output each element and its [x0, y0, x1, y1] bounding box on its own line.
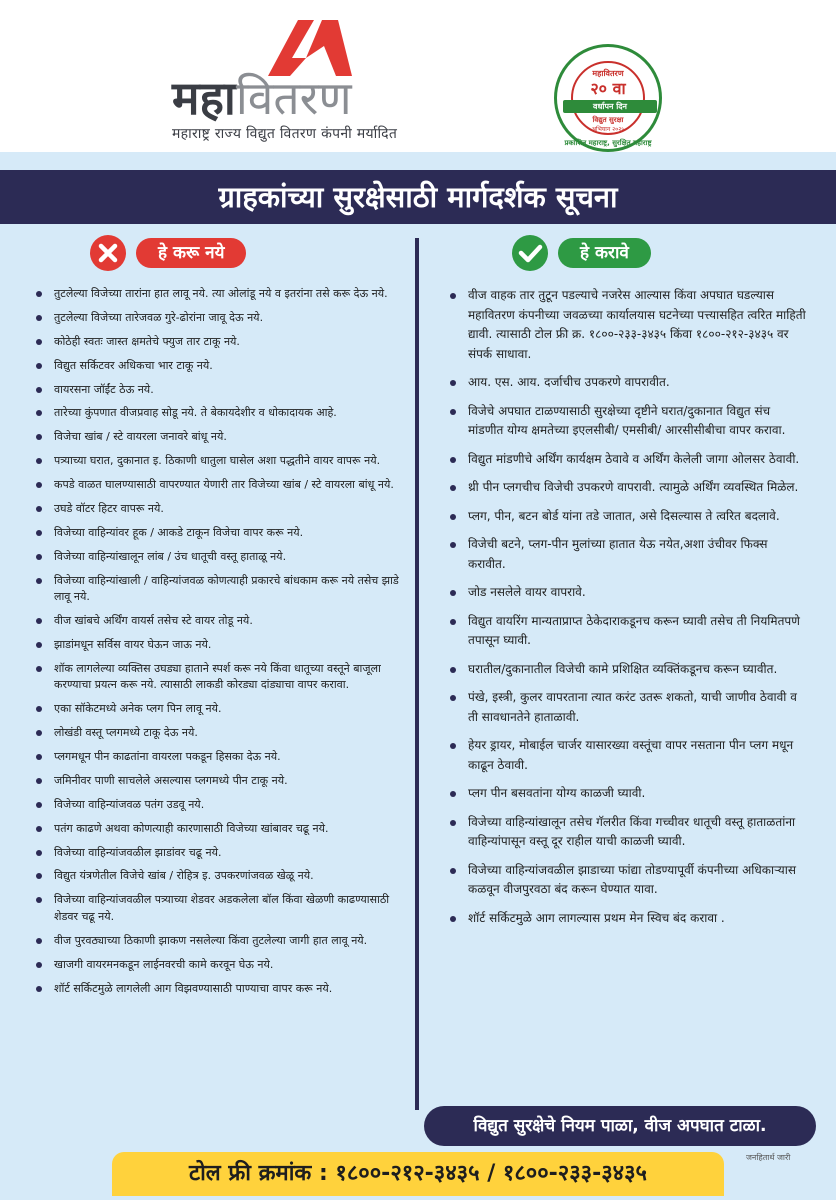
- list-item: लोखंडी वस्तू प्लगमध्ये टाकू देऊ नये.: [34, 725, 404, 742]
- list-item: हेयर ड्रायर, मोबाईल चार्जर यासारख्या वस्तूंचा वापर नसताना पीन प्लग मधून काढून ठेवावी.: [448, 736, 808, 775]
- list-item: तुटलेल्या विजेच्या तारांना हात लावू नये. त्या ओलांडू नये व इतरांना तसे करू देऊ नये.: [34, 286, 404, 303]
- list-item: पत्र्याच्या घरात, दुकानात इ. ठिकाणी धातुला घासेल अशा पद्धतीने वायर वापरू नये.: [34, 453, 404, 470]
- list-item: जमिनीवर पाणी साचलेले असल्यास प्लगमध्ये पीन टाकू नये.: [34, 773, 404, 790]
- cross-icon: [90, 235, 126, 271]
- list-item: वायरसना जॉईंट ठेऊ नये.: [34, 382, 404, 399]
- list-item: विजेच्या वाहिन्यांजवळील झाडांवर चढू नये.: [34, 845, 404, 862]
- public-interest-note: जनहितार्थ जारी: [746, 1153, 791, 1162]
- check-icon: [512, 235, 548, 271]
- list-item: जोड नसलेले वायर वापरावे.: [448, 583, 808, 603]
- list-item: झाडांमधून सर्विस वायर घेऊन जाऊ नये.: [34, 637, 404, 654]
- main-panel: [0, 152, 836, 1200]
- list-item: पतंग काढणे अथवा कोणत्याही कारणासाठी विजेच्या खांबावर चढू नये.: [34, 821, 404, 838]
- badge-inner-ring: [571, 61, 645, 135]
- brand-part1: महा: [172, 71, 236, 125]
- list-item: कपडे वाळत घालण्यासाठी वापरण्यात येणारी तार विजेच्या खांब / स्टे वायरला बांधू नये.: [34, 477, 404, 494]
- list-item: वीज पुरवठ्याच्या ठिकाणी झाकण नसलेल्या किंवा तुटलेल्या जागी हात लावू नये.: [34, 933, 404, 950]
- badge-ribbon: वर्धापन दिन: [563, 100, 657, 113]
- list-item: वीज वाहक तार तुटून पडल्याचे नजरेस आल्यास किंवा अपघात घडल्यास महावितरण कंपनीच्या जवळच्या कार्यालयास घटनेच्या पत्त्यासहित त्वरित माहिती द्यावी. त्यासाठी टोल फ्री क्र. १८००-२३३-३४३५ किंवा १८००-२१२-३४३५ वर संपर्क साधावा.: [448, 286, 808, 364]
- brand-part2: वितरण: [235, 71, 352, 125]
- list-item: विजेच्या वाहिन्यांजवळ पतंग उडवू नये.: [34, 797, 404, 814]
- list-item: पंखे, इस्त्री, कुलर वापरताना त्यात करंट उतरू शकतो, याची जाणीव ठेवावी व ती सावधानतेने हाताळावी.: [448, 688, 808, 727]
- list-item: घरातील/दुकानातील विजेची कामे प्रशिक्षित व्यक्तिंकडूनच करून घ्यावीत.: [448, 660, 808, 680]
- list-item: विजेचा खांब / स्टे वायरला जनावरे बांधू नये.: [34, 429, 404, 446]
- list-item: खाजगी वायरमनकडून लाईनवरची कामे करवून घेऊ नये.: [34, 957, 404, 974]
- list-item: प्लगमधून पीन काढतांना वायरला पकडून हिसका देऊ नये.: [34, 749, 404, 766]
- list-item: विजेच्या वाहिन्यांखालून लांब / उंच धातूची वस्तू हाताळू नये.: [34, 549, 404, 566]
- badge-brand: महावितरण: [592, 69, 624, 78]
- anniversary-badge: [554, 44, 662, 152]
- badge-number: २० वा: [590, 79, 626, 98]
- list-item: शॉक लागलेल्या व्यक्तिस उघड्या हाताने स्पर्श करू नये किंवा धातूच्या वस्तूने बाजूला करण्याचा प्रयत्न करू नये. त्यासाठी लाकडी कोरड्या दांड्याचा वापर करावा.: [34, 661, 404, 694]
- dont-list: [34, 286, 404, 1004]
- do-heading-label: हे करावे: [558, 238, 651, 268]
- badge-line2: अभियान २०२५: [591, 126, 625, 133]
- list-item: शॉर्ट सर्किटमुळे आग लागल्यास प्रथम मेन स्विच बंद करावा .: [448, 909, 808, 929]
- list-item: तारेच्या कुंपणात वीजप्रवाह सोडू नये. ते बेकायदेशीर व धोकादायक आहे.: [34, 405, 404, 422]
- list-item: शॉर्ट सर्किटमुळे लागलेली आग विझवण्यासाठी पाण्याचा वापर करू नये.: [34, 981, 404, 998]
- list-item: आय. एस. आय. दर्जाचीच उपकरणे वापरावीत.: [448, 373, 808, 393]
- safety-motto: विद्युत सुरक्षेचे नियम पाळा, वीज अपघात टाळा.: [424, 1106, 816, 1146]
- list-item: विद्युत वायरिंग मान्यताप्राप्त ठेकेदाराकडूनच करून घ्यावी तसेच ती नियमितपणे तपासून घ्यावी.: [448, 612, 808, 651]
- list-item: विजेची बटने, प्लग-पीन मुलांच्या हातात येऊ नयेत,अशा उंचीवर फिक्स करावीत.: [448, 535, 808, 574]
- list-item: विद्युत यंत्रणेतील विजेचे खांब / रोहित्र इ. उपकरणांजवळ खेळू नये.: [34, 868, 404, 885]
- list-item: थ्री पीन प्लगचीच विजेची उपकरणे वापरावी. त्यामुळे अर्थिंग व्यवस्थित मिळेल.: [448, 478, 808, 498]
- lightning-logo-icon: [262, 18, 358, 78]
- list-item: विजेच्या वाहिन्यांजवळील पत्र्याच्या शेडवर अडकलेला बॉल किंवा खेळणी काढण्यासाठी शेडवर चढू नये.: [34, 892, 404, 925]
- list-item: विद्युत मांडणीचे अर्थिंग कार्यक्षम ठेवावे व अर्थिंग केलेली जागा ओलसर ठेवावी.: [448, 450, 808, 470]
- list-item: उघडे वॉटर हिटर वापरू नये.: [34, 501, 404, 518]
- badge-arc-text: प्रकाशित महाराष्ट्र, सुरक्षित महाराष्ट्र: [564, 139, 652, 147]
- list-item: प्लग पीन बसवतांना योग्य काळजी घ्यावी.: [448, 784, 808, 804]
- list-item: विजेचे अपघात टाळण्यासाठी सुरक्षेच्या दृष्टीने घरात/दुकानात विद्युत संच मांडणीत योग्य क्षमतेच्या इएलसीबी/ एमसीबी/ आरसीसीबीचा वापर करावा.: [448, 402, 808, 441]
- list-item: एका सॉकेटमध्ये अनेक प्लग पिन लावू नये.: [34, 701, 404, 718]
- list-item: विद्युत सर्किटवर अधिकचा भार टाकू नये.: [34, 358, 404, 375]
- toll-free-bar: टोल फ्री क्रमांक : १८००-२१२-३४३५ / १८००-२३३-३४३५: [112, 1152, 724, 1196]
- list-item: विजेच्या वाहिन्यांखालून तसेच गॅलरीत किंवा गच्चीवर धातूची वस्तू हाताळतांना वाहिन्यांपासून वस्तू दूर राहील याची काळजी घ्यावी.: [448, 813, 808, 852]
- list-item: प्लग, पीन, बटन बोर्ड यांना तडे जातात, असे दिसल्यास ते त्वरित बदलावे.: [448, 507, 808, 527]
- badge-line1: विद्युत सुरक्षा: [592, 116, 624, 124]
- page-title: ग्राहकांच्या सुरक्षेसाठी मार्गदर्शक सूचना: [0, 170, 836, 224]
- header: [0, 0, 836, 152]
- list-item: विजेच्या वाहिन्यांवर हूक / आकडे टाकून विजेचा वापर करू नये.: [34, 525, 404, 542]
- list-item: कोठेही स्वतः जास्त क्षमतेचे फ्युज तार टाकू नये.: [34, 334, 404, 351]
- list-item: तुटलेल्या विजेच्या तारेजवळ गुरे-ढोरांना जावू देऊ नये.: [34, 310, 404, 327]
- brand-wordmark: [172, 72, 352, 124]
- list-item: विजेच्या वाहिन्यांखाली / वाहिन्यांजवळ कोणत्याही प्रकारचे बांधकाम करू नये तसेच झाडे लावू नये.: [34, 573, 404, 606]
- do-list: [448, 286, 808, 937]
- list-item: विजेच्या वाहिन्यांजवळील झाडाच्या फांद्या तोडण्यापूर्वी कंपनीच्या अधिकाऱ्यास कळवून वीजपुरवठा बंद करून घेण्यात यावा.: [448, 861, 808, 900]
- column-divider: [415, 238, 419, 1110]
- list-item: वीज खांबचे अर्थिंग वायर्स तसेच स्टे वायर तोडू नये.: [34, 613, 404, 630]
- dont-heading-label: हे करू नये: [136, 238, 246, 268]
- company-tagline: महाराष्ट्र राज्य विद्युत वितरण कंपनी मर्यादित: [172, 126, 398, 142]
